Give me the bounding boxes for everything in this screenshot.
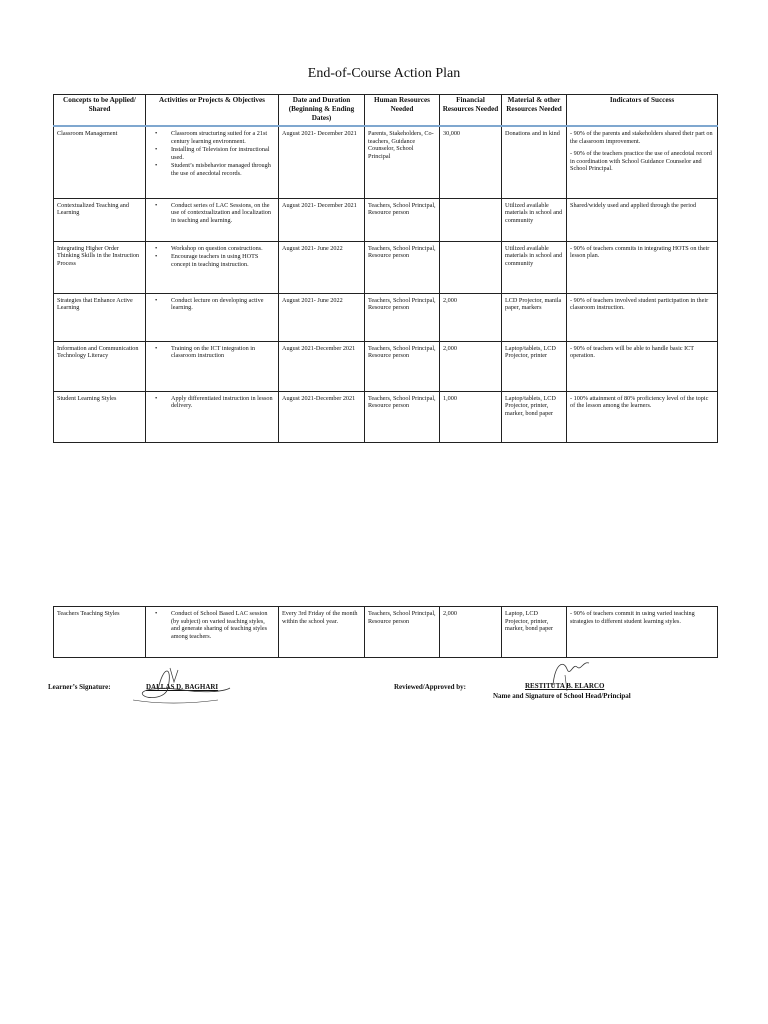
column-header: Human Resources Needed [365, 95, 440, 127]
date-cell: August 2021- June 2022 [279, 241, 365, 293]
column-header: Activities or Projects & Objectives [146, 95, 279, 127]
human-resources-cell: Teachers, School Principal, Resource person [365, 293, 440, 341]
financial-resources-cell: 2,000 [440, 341, 502, 391]
column-header: Material & other Resources Needed [502, 95, 567, 127]
date-cell: August 2021- June 2022 [279, 293, 365, 341]
concept-cell: Teachers Teaching Styles [54, 607, 146, 658]
activity-item: • Conduct lecture on developing active learning. [169, 297, 275, 312]
table-row [54, 391, 718, 442]
learner-signature-label: Learner’s Signature: [48, 683, 111, 691]
reviewer-label: Reviewed/Approved by: [394, 683, 467, 691]
reviewer-name: RESTITUTA B. ELARCO [525, 682, 605, 690]
human-resources-cell: Teachers, School Principal, Resource person [365, 198, 440, 241]
indicator-text: - 90% of the parents and stakeholders shared their part on the classroom improvement. [570, 130, 713, 145]
activities-cell [146, 241, 279, 293]
table-row [54, 198, 718, 241]
action-plan-table [53, 94, 718, 443]
material-resources-cell: Laptop, LCD Projector, printer, marker, bond paper [502, 607, 567, 658]
activity-item: • Classroom structuring suited for a 21st century learning environment. [169, 130, 275, 145]
concept-cell: Student Learning Styles [54, 391, 146, 442]
column-header: Financial Resources Needed [440, 95, 502, 127]
date-cell: August 2021-December 2021 [279, 391, 365, 442]
financial-resources-cell [440, 198, 502, 241]
indicator-cell: Shared/widely used and applied through the period [567, 198, 718, 241]
indicator-cell: - 90% of teachers commit in using varied teaching strategies to different student learning styles. [567, 607, 718, 658]
material-resources-cell: LCD Projector, manila paper, markers [502, 293, 567, 341]
activity-item: • Encourage teachers in using HOTS concept in teaching instruction. [169, 253, 275, 268]
activity-item: • Installing of Television for instructional used. [169, 146, 275, 161]
material-resources-cell: Laptop/tablets, LCD Projector, printer [502, 341, 567, 391]
activities-cell [146, 607, 279, 658]
activity-item: • Apply differentiated instruction in lesson delivery. [169, 395, 275, 410]
column-header: Concepts to be Applied/ Shared [54, 95, 146, 127]
activity-item: • Conduct of School Based LAC session (by subject) on varied teaching styles, and generate sharing of teaching styles among teachers. [169, 610, 275, 640]
column-header: Date and Duration (Beginning & Ending Dates) [279, 95, 365, 127]
human-resources-cell: Teachers, School Principal, Resource person [365, 241, 440, 293]
activities-cell [146, 126, 279, 198]
date-cell: August 2021- December 2021 [279, 126, 365, 198]
activities-cell [146, 293, 279, 341]
column-header: Indicators of Success [567, 95, 718, 127]
material-resources-cell: Utilized available materials in school and community [502, 198, 567, 241]
indicator-text: - 90% of the teachers practice the use of anecdotal record in coordination with School Guidance Counselor and School Principal. [570, 150, 712, 173]
activity-item: • Training on the ICT integration in classroom instruction [169, 345, 275, 360]
learner-signature-scribble [128, 660, 238, 706]
financial-resources-cell: 1,000 [440, 391, 502, 442]
page-title: End-of-Course Action Plan [307, 66, 461, 81]
human-resources-cell: Teachers, School Principal, Resource person [365, 341, 440, 391]
date-cell: August 2021-December 2021 [279, 341, 365, 391]
human-resources-cell: Teachers, School Principal, Resource person [365, 607, 440, 658]
indicator-cell: - 90% of teachers will be able to handle basic ICT operation. [567, 341, 718, 391]
table-row [54, 607, 718, 658]
table-header-row [54, 95, 718, 127]
activity-item: • Workshop on question constructions. [169, 245, 275, 253]
financial-resources-cell: 2,000 [440, 293, 502, 341]
material-resources-cell: Utilized available materials in school and community [502, 241, 567, 293]
activities-cell [146, 198, 279, 241]
concept-cell: Integrating Higher Order Thinking Skills in the Instruction Process [54, 241, 146, 293]
concept-cell: Contextualized Teaching and Learning [54, 198, 146, 241]
indicator-cell [567, 126, 718, 198]
concept-cell: Strategies that Enhance Active Learning [54, 293, 146, 341]
activities-cell [146, 391, 279, 442]
material-resources-cell: Donations and in kind [502, 126, 567, 198]
action-plan-table-continued [53, 606, 718, 658]
human-resources-cell: Teachers, School Principal, Resource person [365, 391, 440, 442]
learner-name: DALLAS D. BAGHARI [146, 683, 219, 691]
indicator-cell: - 90% of teachers involved student participation in their classroom instruction. [567, 293, 718, 341]
financial-resources-cell: 2,000 [440, 607, 502, 658]
indicator-cell: - 100% attainment of 80% proficiency level of the topic of the lesson among the learners. [567, 391, 718, 442]
table-row [54, 241, 718, 293]
financial-resources-cell [440, 241, 502, 293]
reviewer-signature-scribble [545, 655, 595, 695]
activity-item: • Conduct series of LAC Sessions, on the use of contextualization and localization in teaching and learning. [169, 202, 275, 225]
human-resources-cell: Parents, Stakeholders, Co-teachers, Guidance Counselor, School Principal [365, 126, 440, 198]
material-resources-cell: Laptop/tablets, LCD Projector, printer, marker, bond paper [502, 391, 567, 442]
table-row [54, 293, 718, 341]
reviewer-title: Name and Signature of School Head/Principal [493, 692, 631, 700]
date-cell: August 2021- December 2021 [279, 198, 365, 241]
financial-resources-cell: 30,000 [440, 126, 502, 198]
concept-cell: Information and Communication Technology Literacy [54, 341, 146, 391]
date-cell: Every 3rd Friday of the month within the school year. [279, 607, 365, 658]
activities-cell [146, 341, 279, 391]
table-row [54, 126, 718, 198]
table-row [54, 341, 718, 391]
indicator-cell: - 90% of teachers commits in integrating HOTS on their lesson plan. [567, 241, 718, 293]
concept-cell: Classroom Management [54, 126, 146, 198]
activity-item: • Student’s misbehavior managed through the use of anecdotal records. [169, 162, 275, 177]
